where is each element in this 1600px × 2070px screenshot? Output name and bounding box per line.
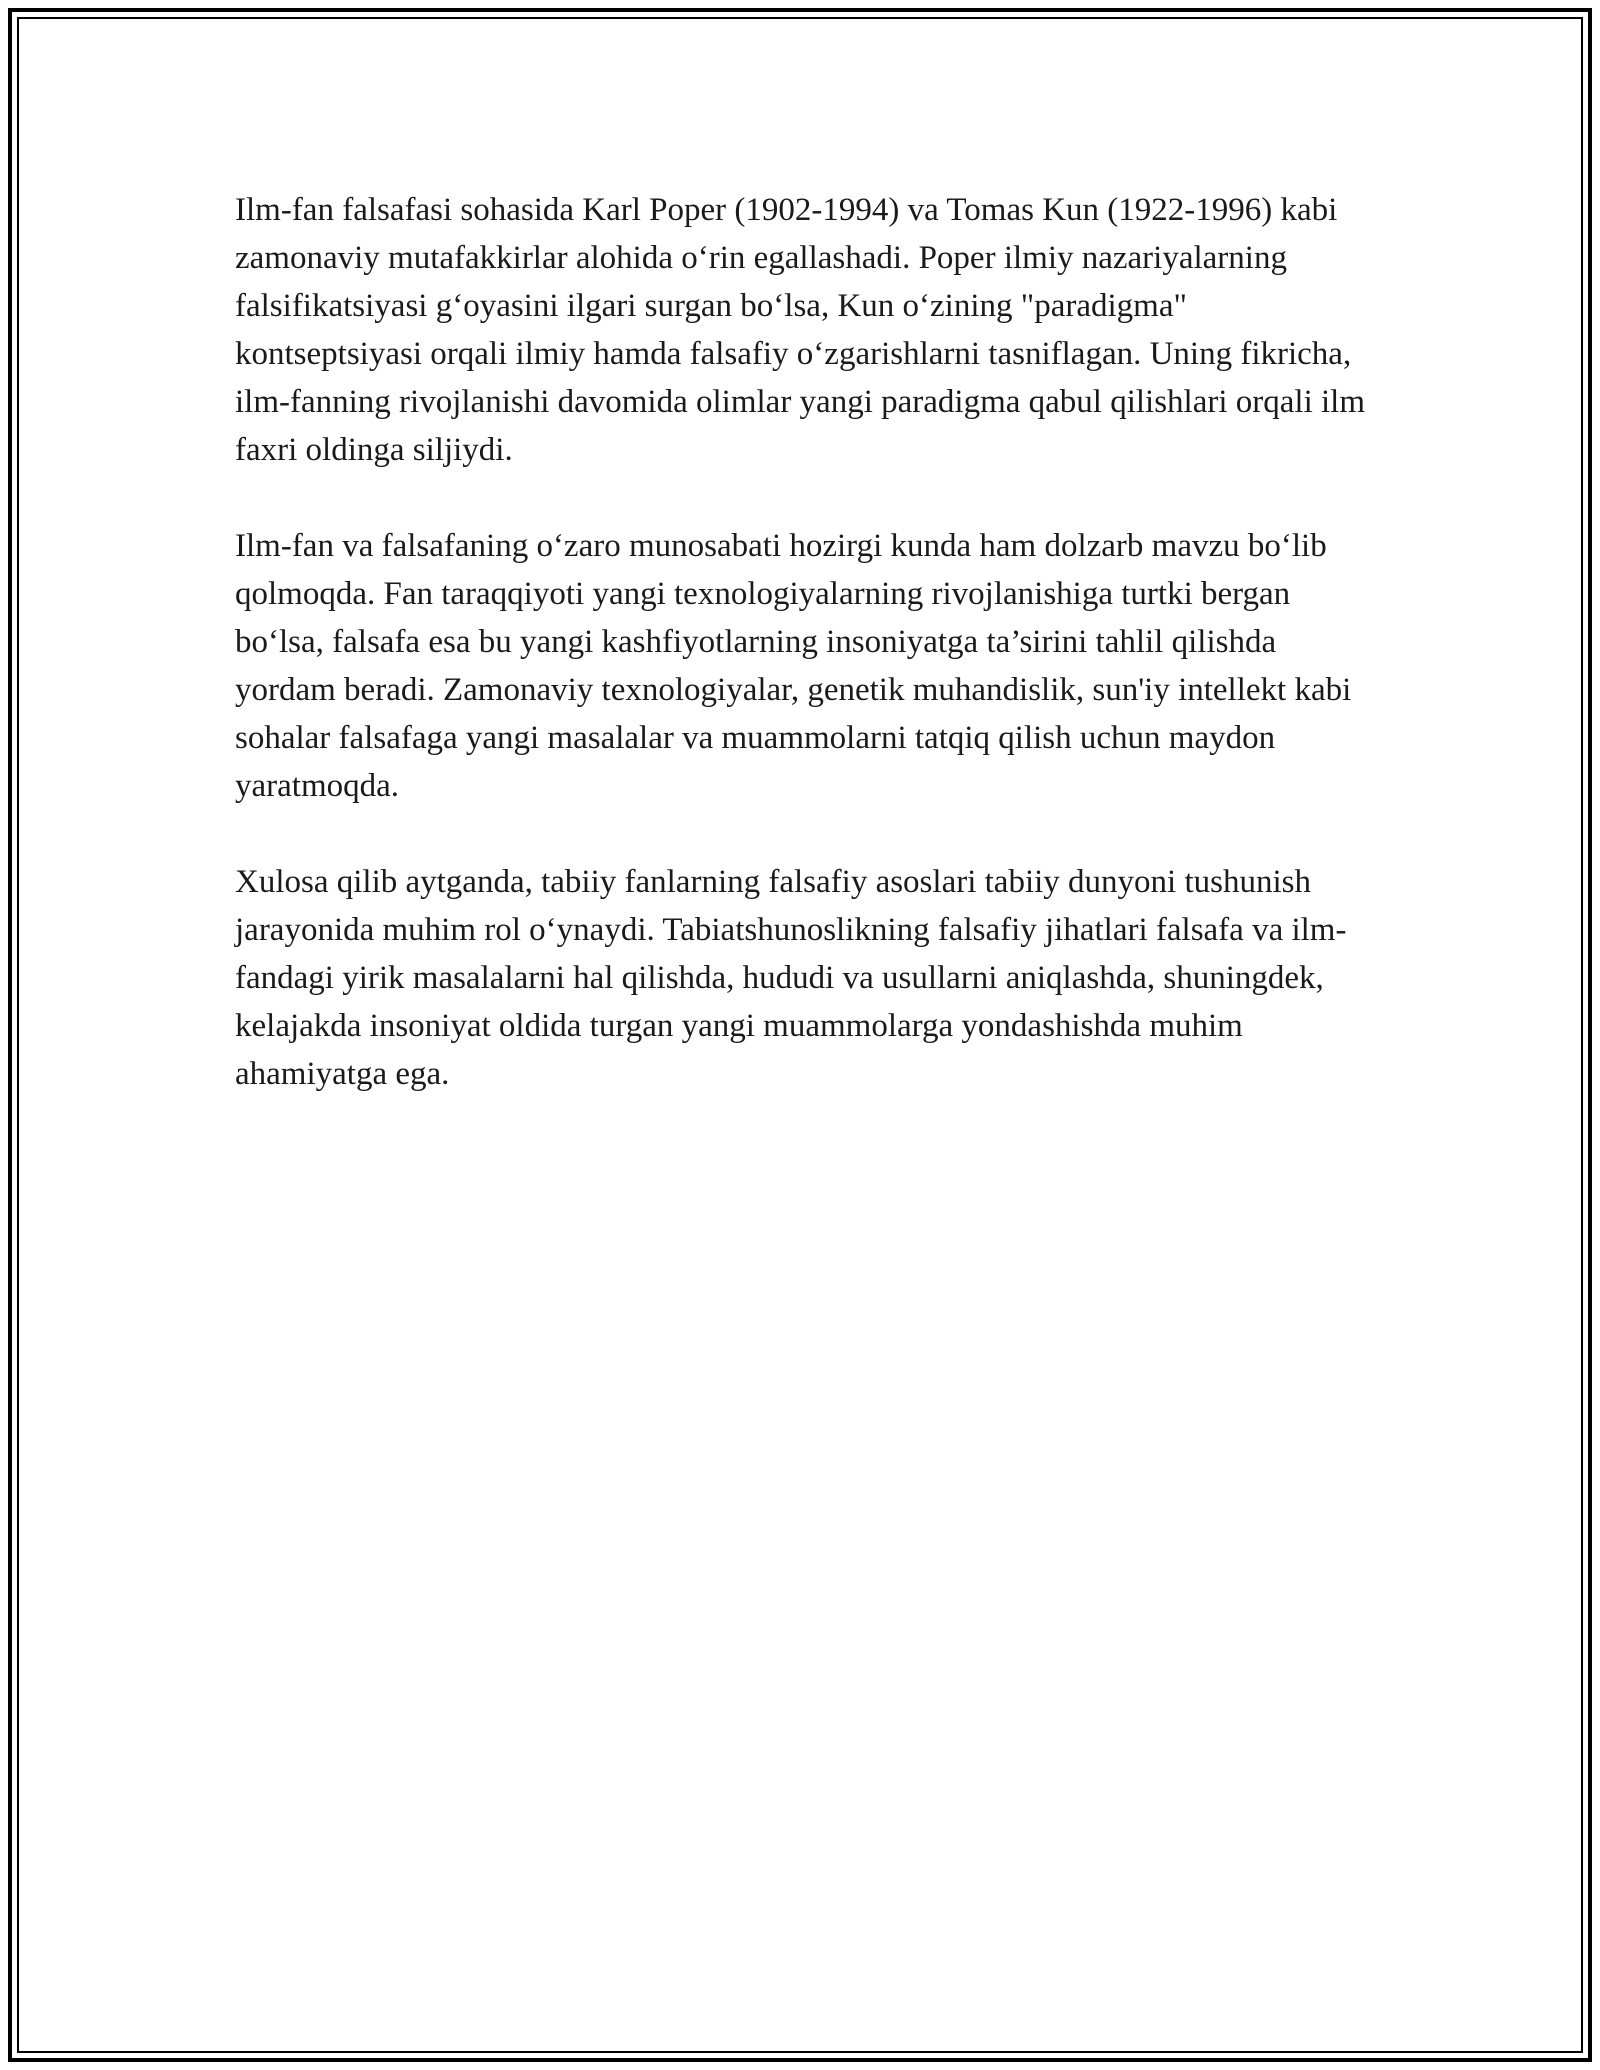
paragraph-1: Ilm-fan falsafasi sohasida Karl Poper (1902-1994) va Tomas Kun (1922-1996) kabi zamonaviy mutafakkirlar alohida o‘rin egallashadi. Poper ilmiy nazariyalarning falsifikatsiyasi g‘oyasini ilgari surgan bo‘lsa, Kun o‘zining "paradigma" kontseptsiyasi orqali ilmiy hamda falsafiy o‘zgarishlarni tasniflagan. Uning fikricha, ilm-fanning rivojlanishi davomida olimlar yangi paradigma qabul qilishlari orqali ilm faxri oldinga siljiydi. (235, 192, 1366, 468)
paragraph-2: Ilm-fan va falsafaning o‘zaro munosabati hozirgi kunda ham dolzarb mavzu bo‘lib qolmoqda. Fan taraqqiyoti yangi texnologiyalarning rivojlanishiga turtki bergan bo‘lsa, falsafa esa bu yangi kashfiyotlarning insoniyatga ta’sirini tahlil qilishda yordam beradi. Zamonaviy texnologiyalar, genetik muhandislik, sun'iy intellekt kabi sohalar falsafaga yangi masalalar va muammolarni tatqiq qilish uchun maydon yaratmoqda. (235, 528, 1352, 804)
paragraph-3: Xulosa qilib aytganda, tabiiy fanlarning falsafiy asoslari tabiiy dunyoni tushunish jarayonida muhim rol o‘ynaydi. Tabiatshunoslikning falsafiy jihatlari falsafa va ilm-fandagi yirik masalalarni hal qilishda, hududi va usullarni aniqlashda, shuningdek, kelajakda insoniyat oldida turgan yangi muammolarga yondashishda muhim ahamiyatga ega. (235, 864, 1347, 1092)
document-body (235, 186, 1365, 1146)
